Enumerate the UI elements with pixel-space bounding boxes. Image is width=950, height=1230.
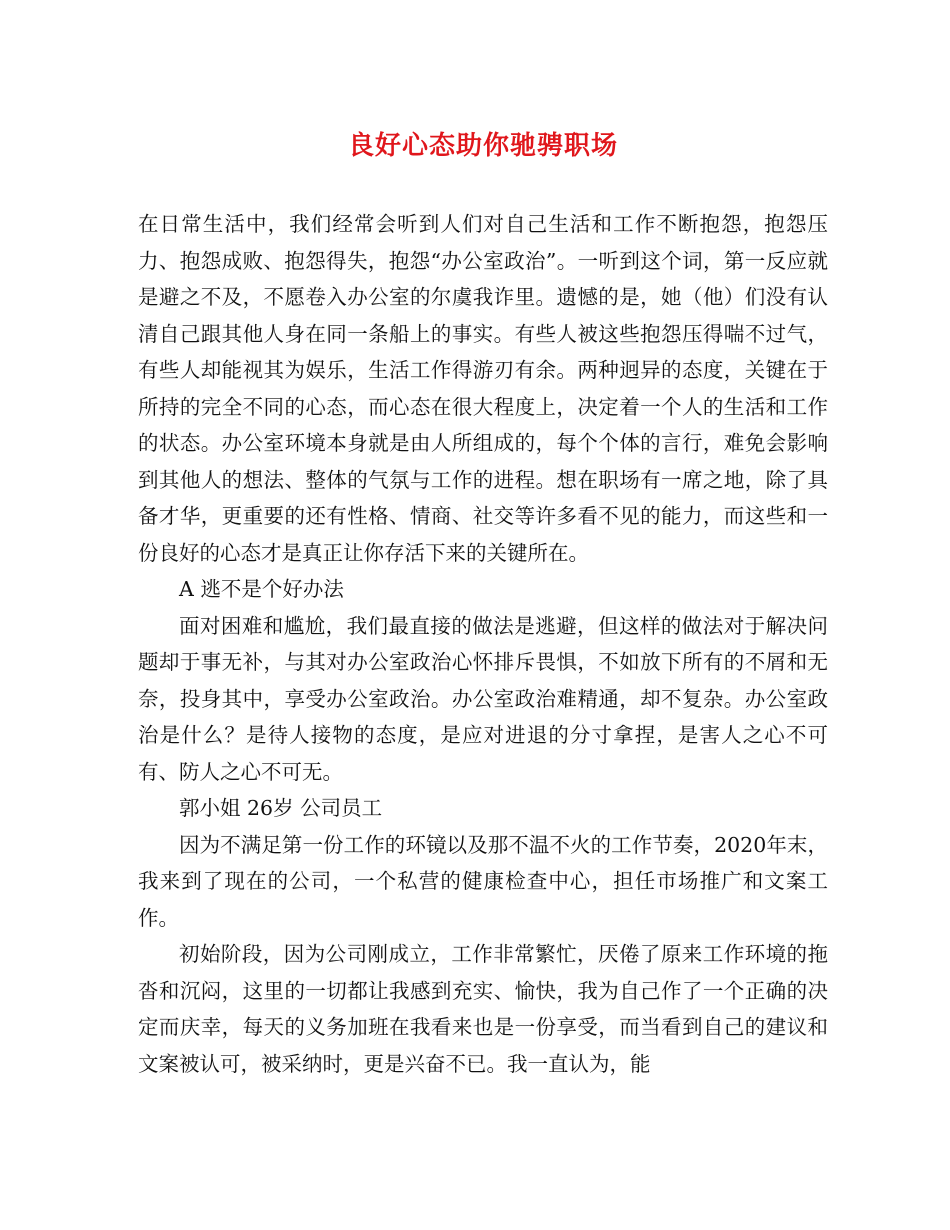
story-paragraph-2: 初始阶段，因为公司刚成立，工作非常繁忙，厌倦了原来工作环境的拖沓和沉闷，这里的一切都让我感到充实、愉快，我为自己作了一个正确的决定而庆幸，每天的义务加班在我看来也是一份享受，而当看到自己的建议和文案被认可，被采纳时，更是兴奋不已。我一直认为，能 [138, 942, 828, 1076]
story-paragraph-1: 因为不满足第一份工作的环镜以及那不温不火的工作节奏，2020年末，我来到了现在的公司，一个私营的健康检查中心，担任市场推广和文案工作。 [138, 832, 828, 930]
interviewee-line: 郭小姐 26岁 公司员工 [179, 796, 383, 820]
document-title: 良好心态助你驰骋职场 [347, 131, 618, 161]
intro-paragraph: 在日常生活中，我们经常会听到人们对自己生活和工作不断抱怨，抱怨压力、抱怨成败、抱怨得失，抱怨“办公室政治”。一听到这个词，第一反应就是避之不及，不愿卷入办公室的尔虞我诈里。遗憾的是，她（他）们没有认清自己跟其他人身在同一条船上的事实。有些人被这些抱怨压得喘不过气，有些人却能视其为娱乐，生活工作得游刃有余。两种迥异的态度，关键在于所持的完全不同的心态，而心态在很大程度上，决定着一个人的生活和工作的状态。办公室环境本身就是由人所组成的，每个个体的言行，难免会影响到其他人的想法、整体的气氛与工作的进程。想在职场有一席之地，除了具备才华，更重要的还有性格、情商、社交等许多看不见的能力，而这些和一份良好的心态才是真正让你存活下来的关键所在。 [138, 212, 828, 565]
section-heading-a: A 逃不是个好办法 [179, 577, 344, 601]
section-a-paragraph: 面对困难和尴尬，我们最直接的做法是逃避，但这样的做法对于解决问题却于事无补，与其对办公室政治心怀排斥畏惧，不如放下所有的不屑和无奈，投身其中，享受办公室政治。办公室政治难精通，却不复杂。办公室政治是什么？是待人接物的态度，是应对进退的分寸拿捏，是害人之心不可有、防人之心不可无。 [138, 613, 828, 784]
document-page [138, 128, 828, 1082]
